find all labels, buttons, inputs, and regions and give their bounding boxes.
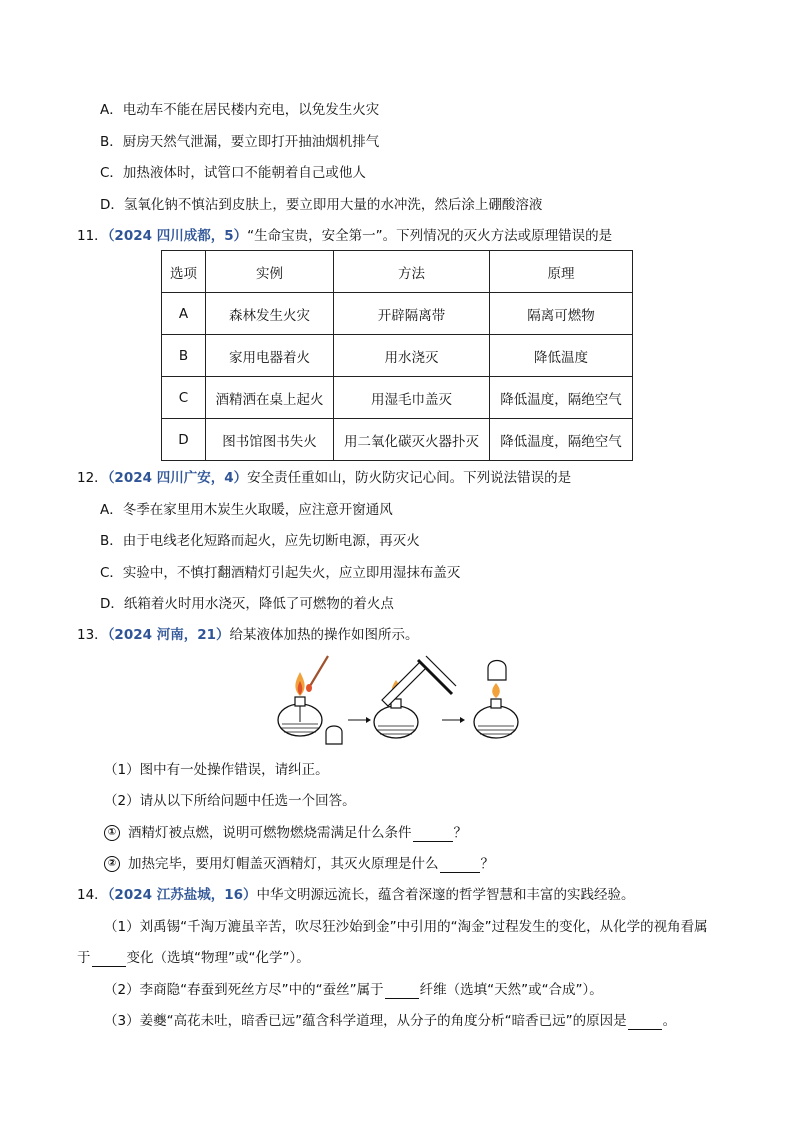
table-cell: B [162,335,206,377]
q14-sub1-line2 [77,949,310,967]
table-row [162,377,633,419]
table-cell: 用水浇灭 [334,335,490,377]
alcohol-lamp-heating-figure [270,652,530,748]
q10-option-a: A．电动车不能在居民楼内充电，以免发生火灾 [100,102,380,118]
table-row [162,335,633,377]
q11-source: （2024 四川成都，5） [107,228,248,244]
table-cell: 降低温度，隔绝空气 [490,419,633,461]
answer-blank[interactable] [628,1015,662,1030]
q14-sub2-pre: （2）李商隐“春蚕到死丝方尽”中的“蚕丝”属于 [104,982,384,998]
q14-source: （2024 江苏盐城，16） [107,887,257,903]
q14-text: 中华文明源远流长，蕴含着深邃的哲学智慧和丰富的实践经验。 [256,887,635,903]
q13-choice2-text: 加热完毕，要用灯帽盖灭酒精灯，其灭火原理是什么 [128,856,439,872]
q12-option-d: D．纸箱着火时用水浇灭，降低了可燃物的着火点 [100,596,394,612]
q12-stem [77,469,571,487]
arrow-icon [348,717,371,723]
table-cell: 森林发生火灾 [206,293,334,335]
match-stick [306,656,328,692]
q13-sub1: （1）图中有一处操作错误，请纠正。 [104,762,329,778]
table-cell: 家用电器着火 [206,335,334,377]
q12-option-b: B．由于电线老化短路而起火，应先切断电源，再灭火 [100,533,420,549]
circled-number-1: ① [104,825,120,841]
q13-choice1 [104,824,467,842]
answer-blank[interactable] [385,984,419,999]
table-cell: 酒精洒在桌上起火 [206,377,334,419]
fire-extinguishing-table [161,250,633,461]
q14-sub2-post: 纤维（选填“天然”或“合成”）。 [419,982,603,998]
q13-stem [77,626,419,644]
q13-choice1-text: 酒精灯被点燃，说明可燃物燃烧需满足什么条件 [128,825,412,841]
q14-sub3 [104,1012,676,1030]
q13-choice2 [104,855,494,873]
q14-sub1-line1: （1）刘禹锡“千淘万漉虽辛苦，吹尽狂沙始到金”中引用的“淘金”过程发生的变化，从化学的视角看属 [104,919,708,935]
table-cell: 用二氧化碳灭火器扑灭 [334,419,490,461]
table-header-cell: 方法 [334,251,490,293]
q12-option-a: A．冬季在家里用木炭生火取暖，应注意开窗通风 [100,502,393,518]
q13-sub2: （2）请从以下所给问题中任选一个回答。 [104,793,356,809]
q14-sub1-post: 变化（选填“物理”或“化学”）。 [126,950,310,966]
q13-choice1-end: ？ [453,825,467,841]
q14-sub3-post: 。 [662,1013,677,1029]
table-cell: 开辟隔离带 [334,293,490,335]
table-header-cell: 实例 [206,251,334,293]
table-cell: D [162,419,206,461]
q13-choice2-end: ？ [480,856,494,872]
q12-option-c: C．实验中，不慎打翻酒精灯引起失火，应立即用湿抹布盖灭 [100,565,461,581]
q12-source: （2024 四川广安，4） [107,470,248,486]
table-cell: 图书馆图书失火 [206,419,334,461]
q11-text: “生命宝贵，安全第一”。下列情况的灭火方法或原理错误的是 [247,228,613,244]
arrow-icon [442,717,465,723]
q10-option-d: D．氢氧化钠不慎沾到皮肤上，要立即用大量的水冲洗，然后涂上硼酸溶液 [100,197,543,213]
table-cell: 降低温度，隔绝空气 [490,377,633,419]
table-row [162,293,633,335]
q14-sub3-pre: （3）姜夔“高花未吐，暗香已远”蕴含科学道理，从分子的角度分析“暗香已远”的原因是 [104,1013,627,1029]
table-cell: C [162,377,206,419]
lamp-cap-lowering [488,661,506,681]
alcohol-lamp-extinguish [474,683,518,738]
q13-source: （2024 河南，21） [107,627,230,643]
q14-sub2 [104,981,603,999]
q12-text: 安全责任重如山，防火防灾记心间。下列说法错误的是 [247,470,572,486]
table-row [162,419,633,461]
test-tube-with-holder [382,656,456,706]
alcohol-lamp-lit [278,672,322,736]
table-header-cell: 选项 [162,251,206,293]
table-cell: 隔离可燃物 [490,293,633,335]
lamp-cap-on-table [326,726,342,744]
q10-option-c: C．加热液体时，试管口不能朝着自己或他人 [100,165,366,181]
circled-number-2: ② [104,856,120,872]
table-cell: A [162,293,206,335]
q12-number: 12． [77,470,108,486]
q13-number: 13． [77,627,108,643]
table-header-cell: 原理 [490,251,633,293]
q14-stem [77,886,635,904]
table-header-row [162,251,633,293]
answer-blank[interactable] [440,858,480,873]
q14-number: 14． [77,887,108,903]
table-cell: 降低温度 [490,335,633,377]
q11-number: 11． [77,228,108,244]
table-cell: 用湿毛巾盖灭 [334,377,490,419]
q14-sub1-pre: 于 [77,950,91,966]
answer-blank[interactable] [413,827,453,842]
q10-option-b: B．厨房天然气泄漏，要立即打开抽油烟机排气 [100,134,380,150]
q11-stem [77,227,612,245]
answer-blank[interactable] [92,952,126,967]
q13-text: 给某液体加热的操作如图所示。 [229,627,419,643]
